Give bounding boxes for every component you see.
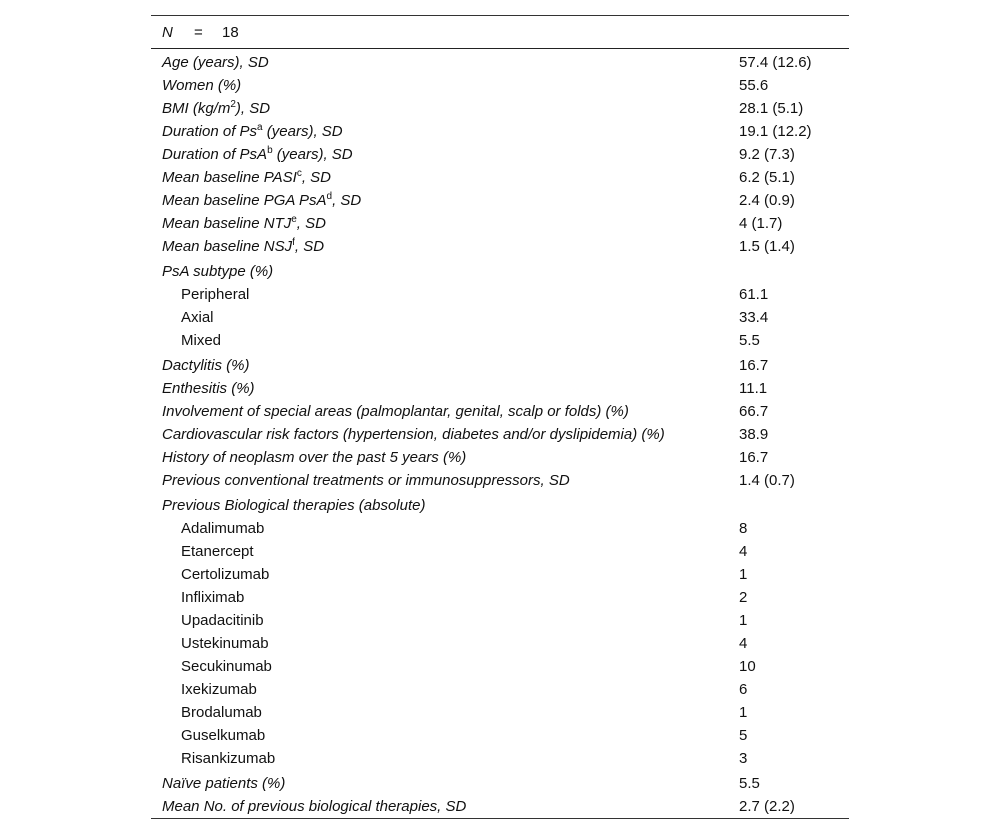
row-value: 4 xyxy=(739,635,748,652)
row-value: 16.7 xyxy=(739,449,769,466)
table-row xyxy=(151,377,849,400)
table-row xyxy=(151,143,849,166)
table-row xyxy=(151,747,849,770)
row-label: Cardiovascular risk factors (hypertension, diabetes and/or dyslipidemia) (%) xyxy=(162,426,665,443)
row-label: Mixed xyxy=(181,332,222,349)
row-value: 10 xyxy=(739,658,756,675)
table-row xyxy=(151,235,849,258)
row-label: Axial xyxy=(181,309,214,326)
row-label: Ustekinumab xyxy=(181,635,269,652)
row-value: 1 xyxy=(739,612,748,629)
row-label: Dactylitis (%) xyxy=(162,357,250,374)
table-row xyxy=(151,212,849,235)
table-row xyxy=(151,517,849,540)
table-row xyxy=(151,329,849,352)
table-row xyxy=(151,469,849,492)
row-value: 5.5 xyxy=(739,332,760,349)
row-value: 1.4 (0.7) xyxy=(739,472,795,489)
table-row xyxy=(151,586,849,609)
row-value: 3 xyxy=(739,750,748,767)
row-label: Peripheral xyxy=(181,286,250,303)
table-row xyxy=(151,678,849,701)
row-value: 4 (1.7) xyxy=(739,215,783,232)
row-value: 11.1 xyxy=(739,380,768,397)
table-row xyxy=(151,97,849,120)
row-label: Duration of Ps$^a$ (years), SD xyxy=(162,122,343,140)
row-label: Mean No. of previous biological therapies, SD xyxy=(162,798,467,815)
row-label: PsA subtype (%) xyxy=(162,263,274,280)
row-label: Certolizumab xyxy=(181,566,270,583)
bottom-rule xyxy=(151,818,849,819)
table-row xyxy=(151,701,849,724)
table-row xyxy=(151,655,849,678)
table-row xyxy=(151,74,849,97)
row-value: 19.1 (12.2) xyxy=(739,123,812,140)
row-label: Adalimumab xyxy=(181,520,265,537)
row-value: 16.7 xyxy=(739,357,769,374)
group-heading-psa-subtype xyxy=(151,260,849,283)
table-row xyxy=(151,354,849,377)
table-row xyxy=(151,446,849,469)
table-row xyxy=(151,166,849,189)
row-value: 9.2 (7.3) xyxy=(739,146,795,163)
row-label: Mean baseline NSJ$^f$, SD xyxy=(162,237,325,255)
table-row xyxy=(151,540,849,563)
table-row xyxy=(151,632,849,655)
n-label: N xyxy=(162,24,173,41)
row-value: 5 xyxy=(739,727,748,744)
table-row xyxy=(151,423,849,446)
row-value: 2 xyxy=(739,589,748,606)
row-value: 2.4 (0.9) xyxy=(739,192,795,209)
row-value: 8 xyxy=(739,520,748,537)
row-label: Ixekizumab xyxy=(181,681,257,698)
group-heading-biological-therapies xyxy=(151,494,849,517)
row-label: Etanercept xyxy=(181,543,254,560)
table-row xyxy=(151,795,849,818)
table-row xyxy=(151,724,849,747)
row-value: 55.6 xyxy=(739,77,769,94)
table-row xyxy=(151,563,849,586)
row-label: Upadacitinib xyxy=(181,612,264,629)
row-value: 4 xyxy=(739,543,748,560)
table-row xyxy=(151,120,849,143)
row-value: 57.4 (12.6) xyxy=(739,54,812,71)
table-row xyxy=(151,189,849,212)
row-label: Secukinumab xyxy=(181,658,272,675)
row-value: 2.7 (2.2) xyxy=(739,798,795,815)
row-value: 1 xyxy=(739,704,748,721)
row-label: Risankizumab xyxy=(181,750,276,767)
row-value: 5.5 xyxy=(739,775,760,792)
row-label: Women (%) xyxy=(162,77,242,94)
row-label: Mean baseline PGA PsA$^d$, SD xyxy=(162,191,362,209)
row-label: Involvement of special areas (palmoplantar, genital, scalp or folds) (%) xyxy=(162,403,629,420)
row-value: 38.9 xyxy=(739,426,769,443)
row-value: 28.1 (5.1) xyxy=(739,100,804,117)
row-label: Brodalumab xyxy=(181,704,262,721)
row-value: 6 xyxy=(739,681,748,698)
row-label: Duration of PsA$^b$ (years), SD xyxy=(162,145,353,163)
header-row xyxy=(151,16,849,48)
table-row xyxy=(151,609,849,632)
row-value: 6.2 (5.1) xyxy=(739,169,795,186)
table-row xyxy=(151,51,849,74)
row-label: Guselkumab xyxy=(181,727,266,744)
row-label: BMI $(kg/m^2)$, SD xyxy=(162,99,271,117)
row-label: Mean baseline NTJ$^e$, SD xyxy=(162,214,326,232)
characteristics-table xyxy=(151,15,849,819)
equals-sign: = xyxy=(194,24,203,41)
table-row xyxy=(151,283,849,306)
row-label: Infliximab xyxy=(181,589,245,606)
table-row xyxy=(151,306,849,329)
n-value: 18 xyxy=(222,24,239,41)
row-value: 61.1 xyxy=(739,286,769,303)
row-label: History of neoplasm over the past 5 years (%) xyxy=(162,449,467,466)
row-label: Mean baseline PASI$^c$, SD xyxy=(162,168,331,186)
table-row xyxy=(151,772,849,795)
row-label: Naïve patients (%) xyxy=(162,775,286,792)
row-value: 66.7 xyxy=(739,403,769,420)
row-value: 33.4 xyxy=(739,309,769,326)
row-label: Previous Biological therapies (absolute) xyxy=(162,497,426,514)
row-label: Previous conventional treatments or immunosuppressors, SD xyxy=(162,472,570,489)
row-value: 1.5 (1.4) xyxy=(739,238,795,255)
table-row xyxy=(151,400,849,423)
row-label: Enthesitis (%) xyxy=(162,380,255,397)
row-label: Age (years), SD xyxy=(162,54,269,71)
row-value: 1 xyxy=(739,566,748,583)
